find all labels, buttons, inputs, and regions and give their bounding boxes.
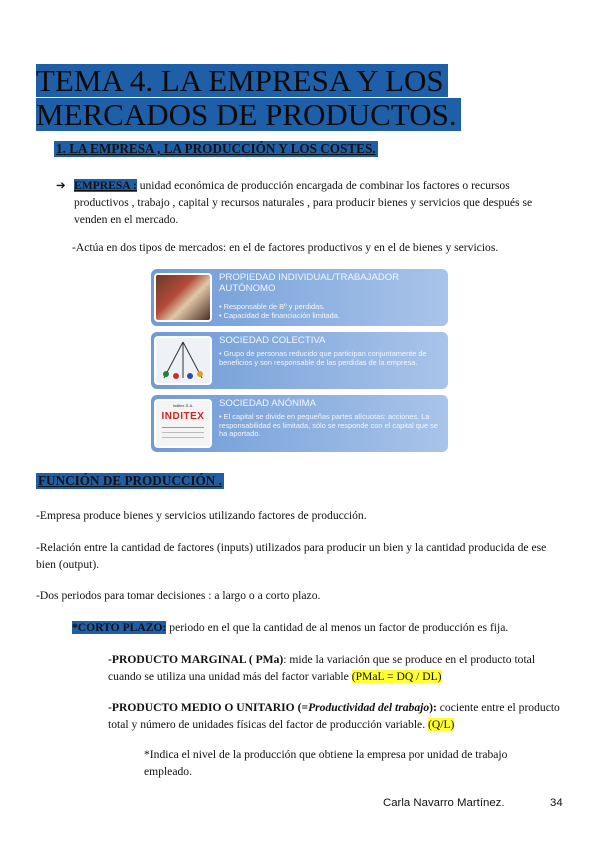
card-item: • El capital se divide en pequeñas partes alícuotas: acciones. La responsabilidad es limitada, sólo se responde con el capital que se ha aportado.: [219, 412, 438, 438]
card-propiedad-individual: [151, 269, 448, 326]
card-title: SOCIEDAD ANÓNIMA: [219, 398, 317, 409]
card-title: PROPIEDAD INDIVIDUAL/TRABAJADOR AUTÓNOMO: [219, 272, 400, 294]
card-item: • Grupo de personas reducido que participan conjuntamente de beneficios y son responsable de las perdidas de la empresa.: [219, 349, 427, 367]
producto-medio-term: -PRODUCTO MEDIO O UNITARIO (=Productividad del trabajo):: [108, 701, 437, 714]
arrow-bullet-icon: ➔: [56, 179, 66, 192]
inditex-share-image: Inditex S.A. INDITEX: [154, 399, 212, 448]
card-item: • Responsable de Bº y perdidas.: [219, 302, 325, 311]
empresa-term: EMPRESA :: [74, 179, 137, 192]
pme-formula: (Q/L): [428, 718, 455, 731]
producto-marginal-paragraph: [108, 651, 560, 685]
corto-plazo-term: *CORTO PLAZO:: [72, 621, 167, 634]
card-item: • Capacidad de financiación limitada.: [219, 311, 340, 320]
section-heading-1: 1. LA EMPRESA , LA PRODUCCIÓN Y LOS COSTES.: [56, 141, 376, 156]
footer-author: Carla Navarro Martínez.: [383, 797, 505, 809]
corto-plazo-definition: periodo en el que la cantidad de al menos un factor de producción es fija.: [166, 621, 509, 634]
indica-paragraph: *Indica el nivel de la producción que obtiene la empresa por unidad de trabajo empleado.: [144, 748, 508, 778]
producto-marginal-definition: : mide la variación que se produce en el producto total cuando se utiliza una unidad más del factor variable: [108, 653, 536, 683]
page-number: 34: [550, 797, 563, 809]
funcion-paragraph-1: -Empresa produce bienes y servicios utilizando factores de producción.: [36, 509, 367, 522]
producto-marginal-term: -PRODUCTO MARGINAL ( PMa): [108, 653, 284, 666]
empresa-bullet: [56, 177, 556, 228]
company-types-diagram: [151, 269, 448, 453]
shopkeeper-photo: [154, 273, 212, 322]
card-sociedad-anonima: [151, 395, 448, 452]
inditex-logo: INDITEX: [161, 411, 205, 422]
actua-paragraph: -Actúa en dos tipos de mercados: en el de factores productivos y en el de bienes y servicios.: [72, 241, 499, 254]
page-title-line-2: MERCADOS DE PRODUCTOS.: [36, 98, 461, 131]
funcion-paragraph-2: -Relación entre la cantidad de factores (inputs) utilizados para producir un bien y la cantidad producida de ese bien (output).: [36, 541, 547, 571]
producto-medio-paragraph: [108, 699, 560, 733]
producto-medio-definition: cociente entre el producto total y número de unidades físicas del factor de producción variable.: [108, 701, 560, 731]
empresa-definition: unidad económica de producción encargada de combinar los factores o recursos productivos , trabajo , capital y recursos naturales , para producir bienes y servicios que después se venden en el mercado.: [74, 179, 533, 226]
page-title-line-1: TEMA 4. LA EMPRESA Y LOS: [36, 64, 448, 97]
funcion-produccion-heading: FUNCIÓN DE PRODUCCIÓN .: [38, 473, 222, 488]
pm-formula: (PMaL = DQ / DL): [351, 670, 442, 683]
card-sociedad-colectiva: [151, 332, 448, 389]
corto-plazo-paragraph: [72, 619, 508, 636]
card-title: SOCIEDAD COLECTIVA: [219, 335, 326, 346]
team-illustration: [154, 336, 212, 385]
funcion-paragraph-3: -Dos periodos para tomar decisiones : a largo o a corto plazo.: [36, 589, 321, 602]
